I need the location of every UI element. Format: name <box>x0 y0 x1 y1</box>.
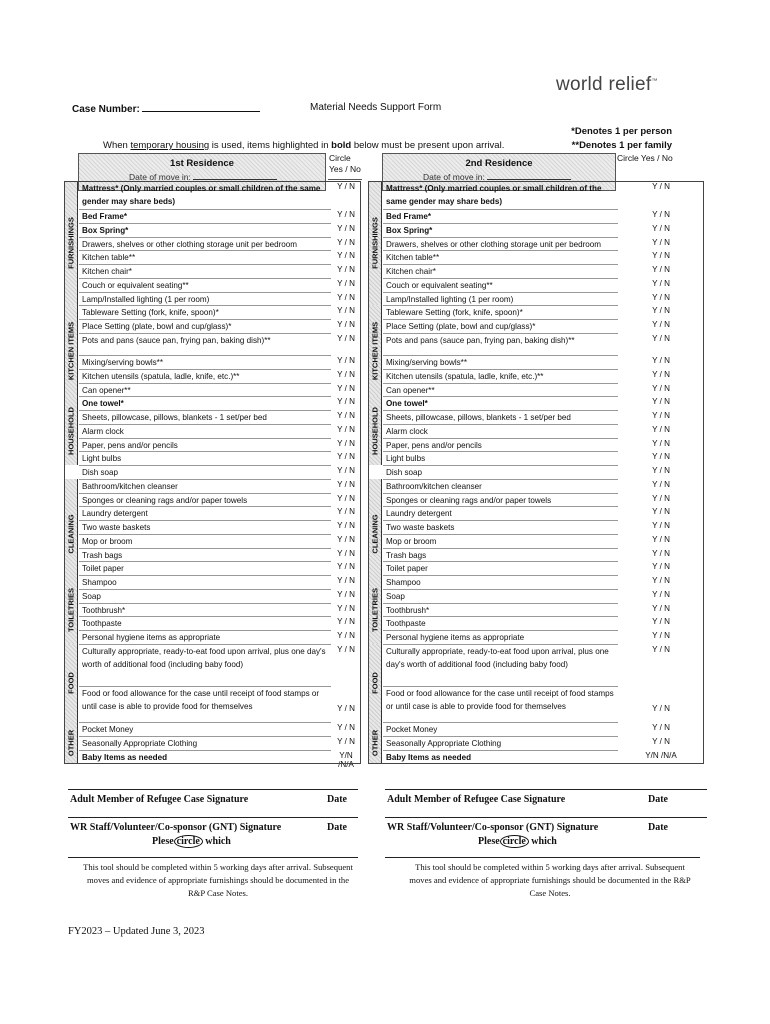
yes-no-choice[interactable]: Y / N <box>337 320 355 329</box>
staff-signature-line-right[interactable] <box>385 817 707 818</box>
category-furnishings <box>368 181 382 305</box>
circle-yes-no-header-1: Circle Yes / No <box>328 153 362 180</box>
checklist-item: Pocket Money <box>79 722 331 736</box>
checklist-item: One towel* <box>383 396 618 410</box>
yes-no-choice[interactable]: Y / N <box>337 251 355 260</box>
yes-no-choice[interactable]: Y / N <box>337 182 355 191</box>
yes-no-choice[interactable]: Y / N <box>652 397 670 406</box>
circle-yes-no-header-2: Circle Yes / No <box>617 153 704 164</box>
yes-no-choice[interactable]: Y / N <box>652 604 670 613</box>
category-household <box>64 396 78 465</box>
checklist-item: Mattress* (Only married couples or small children of the same gender may share beds) <box>79 181 331 209</box>
yes-no-choice[interactable]: Y / N <box>652 182 670 191</box>
checklist-item: Paper, pens and/or pencils <box>383 438 618 452</box>
category-label: KITCHEN ITEMS <box>66 321 76 380</box>
yes-no-choice[interactable]: Y / N <box>337 549 355 558</box>
checklist-item: Personal hygiene items as appropriate <box>383 630 618 644</box>
category-other <box>368 722 382 764</box>
yes-no-choice[interactable]: Y / N <box>337 576 355 585</box>
checklist-item: Toothpaste <box>383 616 618 630</box>
yes-no-choice[interactable]: Y / N <box>337 704 355 713</box>
category-label: HOUSEHOLD <box>370 406 380 455</box>
category-label: KITCHEN ITEMS <box>370 321 380 380</box>
checklist-item: Seasonally Appropriate Clothing <box>79 736 331 750</box>
checklist-item: Dish soap <box>383 465 618 479</box>
please-circle-right: Plese circle which <box>478 836 557 847</box>
category-household <box>368 396 382 465</box>
checklist-item: Toilet paper <box>383 561 618 575</box>
category-label: FOOD <box>66 672 76 694</box>
checklist-item: Two waste baskets <box>79 520 331 534</box>
checklist-item: One towel* <box>79 396 331 410</box>
checklist-item: Box Spring* <box>79 223 331 237</box>
yes-no-choice[interactable]: Y / N <box>337 279 355 288</box>
checklist-item: Drawers, shelves or other clothing storage unit per bedroom <box>383 237 618 251</box>
case-number-field[interactable] <box>142 102 260 112</box>
checklist-item: Light bulbs <box>383 451 618 465</box>
checklist-item: Culturally appropriate, ready-to-eat food upon arrival, plus one day's worth of additional food (including baby food) <box>383 644 618 686</box>
checklist-item: Mattress* (Only married couples or small children of the same gender may share beds) <box>383 181 618 209</box>
yes-no-choice[interactable]: Y / N <box>652 279 670 288</box>
yes-no-choice[interactable]: Y / N <box>337 535 355 544</box>
category-cleaning <box>368 479 382 589</box>
yes-no-choice[interactable]: Y / N <box>652 265 670 274</box>
yes-no-choice[interactable]: Y / N <box>652 334 670 343</box>
checklist-item: Shampoo <box>383 575 618 589</box>
yes-no-choice[interactable]: Y / N <box>652 224 670 233</box>
checklist-item: Bed Frame* <box>79 209 331 223</box>
checklist-item: Mixing/serving bowls** <box>383 355 618 369</box>
checklist-item: Shampoo <box>79 575 331 589</box>
checklist-item: Kitchen chair* <box>383 264 618 278</box>
checklist-item: Kitchen utensils (spatula, ladle, knife, etc.)** <box>79 369 331 383</box>
adult-signature-label-right: Adult Member of Refugee Case Signature <box>387 794 566 805</box>
yes-no-choice[interactable]: Y / N <box>652 535 670 544</box>
checklist-item: Mop or broom <box>79 534 331 548</box>
checklist-item: Kitchen chair* <box>79 264 331 278</box>
checklist-item: Lamp/Installed lighting (1 per room) <box>79 292 331 306</box>
category-label: CLEANING <box>370 514 380 554</box>
checklist-item: Seasonally Appropriate Clothing <box>383 736 618 750</box>
date-label-right-2: Date <box>648 822 668 833</box>
category-food <box>368 644 382 722</box>
checklist-item: Mop or broom <box>383 534 618 548</box>
yes-no-choice[interactable]: Y / N <box>337 590 355 599</box>
yes-no-choice[interactable]: Y / N <box>652 631 670 640</box>
staff-signature-label-left: WR Staff/Volunteer/Co-sponsor (GNT) Signature <box>70 822 282 833</box>
yes-no-choice[interactable]: Y / N <box>337 631 355 640</box>
checklist-item: Alarm clock <box>383 424 618 438</box>
checklist-item: Couch or equivalent seating** <box>383 278 618 292</box>
yes-no-choice[interactable]: Y / N <box>652 356 670 365</box>
checklist-item: Bathroom/kitchen cleanser <box>79 479 331 493</box>
form-title: Material Needs Support Form <box>310 102 442 113</box>
yes-no-choice[interactable]: Y / N <box>652 645 670 654</box>
yes-no-choice[interactable]: Y / N <box>337 723 355 732</box>
yes-no-choice[interactable]: Y / N <box>337 238 355 247</box>
yes-no-choice[interactable]: Y/N /N/A <box>338 751 354 769</box>
checklist-item: Baby Items as needed <box>79 750 331 764</box>
checklist-item: Tableware Setting (fork, knife, spoon)* <box>383 305 618 319</box>
yes-no-choice[interactable]: Y / N <box>652 251 670 260</box>
move-in-date-label: Date of move in: <box>423 171 571 182</box>
yes-no-choice[interactable]: Y / N <box>652 293 670 302</box>
yes-no-choice[interactable]: Y / N <box>652 590 670 599</box>
yes-no-choice[interactable]: Y / N <box>337 306 355 315</box>
world-relief-logo: world relief™ <box>556 74 658 95</box>
category-label: FURNISHINGS <box>370 217 380 269</box>
staff-signature-line-left[interactable] <box>68 817 358 818</box>
date-label-left-2: Date <box>327 822 347 833</box>
yes-no-choice[interactable]: Y / N <box>337 737 355 746</box>
yes-no-choice[interactable]: Y / N <box>652 704 670 713</box>
category-label: FOOD <box>370 672 380 694</box>
yes-no-choice[interactable]: Y / N <box>337 334 355 343</box>
category-kitchen-items <box>368 305 382 396</box>
yes-no-choice[interactable]: Y / N <box>337 210 355 219</box>
footer-version: FY2023 – Updated June 3, 2023 <box>68 926 205 937</box>
yes-no-choice[interactable]: Y / N <box>652 617 670 626</box>
yes-no-choice[interactable]: Y / N <box>652 723 670 732</box>
note-left: This tool should be completed within 5 working days after arrival. Subsequent moves and evidence of appropriate furnishings should be documented in the R&P Case Notes. <box>83 862 353 898</box>
residence-title: 1st Residence <box>170 158 234 169</box>
yes-no-choice[interactable]: Y / N <box>337 293 355 302</box>
yes-no-choice[interactable]: Y / N <box>652 737 670 746</box>
category-label: HOUSEHOLD <box>66 406 76 455</box>
category-label: TOILETRIES <box>370 587 380 632</box>
checklist-item: Lamp/Installed lighting (1 per room) <box>383 292 618 306</box>
category-label: OTHER <box>370 729 380 757</box>
yes-no-choice[interactable]: Y / N <box>652 480 670 489</box>
checklist-item: Can opener** <box>79 383 331 397</box>
checklist-item: Sponges or cleaning rags and/or paper towels <box>383 493 618 507</box>
denote-person: *Denotes 1 per person <box>571 126 672 137</box>
yes-no-choice[interactable]: Y / N <box>337 507 355 516</box>
checklist-item: Sheets, pillowcase, pillows, blankets - 1 set/per bed <box>383 410 618 424</box>
yes-no-choice[interactable]: Y / N <box>652 210 670 219</box>
checklist-item: Place Setting (plate, bowl and cup/glass)* <box>79 319 331 333</box>
checklist-item: Kitchen table** <box>383 250 618 264</box>
yes-no-choice[interactable]: Y / N <box>652 384 670 393</box>
checklist-item: Drawers, shelves or other clothing storage unit per bedroom <box>79 237 331 251</box>
yes-no-choice[interactable]: Y / N <box>337 521 355 530</box>
category-cleaning <box>64 479 78 589</box>
case-number-label: Case Number: <box>72 102 260 115</box>
category-toiletries <box>368 575 382 644</box>
residence-title: 2nd Residence <box>465 158 533 169</box>
yes-no-choice[interactable]: Y / N <box>337 370 355 379</box>
yes-no-choice[interactable]: Y / N <box>652 320 670 329</box>
yes-no-choice[interactable]: Y / N <box>652 562 670 571</box>
yes-no-choice[interactable]: Y / N <box>652 306 670 315</box>
yes-no-choice[interactable]: Y / N <box>652 466 670 475</box>
move-in-date-label: Date of move in: <box>129 171 277 182</box>
yes-no-choice[interactable]: Y / N <box>652 439 670 448</box>
category-kitchen-items <box>64 305 78 396</box>
yes-no-choice[interactable]: Y / N <box>337 384 355 393</box>
checklist-item: Culturally appropriate, ready-to-eat food upon arrival, plus one day's worth of additional food (including baby food) <box>79 644 331 686</box>
yes-no-choice[interactable]: Y / N <box>337 411 355 420</box>
checklist-item: Bathroom/kitchen cleanser <box>383 479 618 493</box>
move-in-date-field[interactable] <box>193 171 277 180</box>
checklist-item: Soap <box>383 589 618 603</box>
category-toiletries <box>64 575 78 644</box>
date-label-right-1: Date <box>648 794 668 805</box>
checklist-item: Light bulbs <box>79 451 331 465</box>
checklist-item: Toilet paper <box>79 561 331 575</box>
yes-no-choice[interactable]: Y / N <box>337 562 355 571</box>
category-label: CLEANING <box>66 514 76 554</box>
checklist-item: Kitchen table** <box>79 250 331 264</box>
category-other <box>64 722 78 764</box>
yes-no-choice[interactable]: Y / N <box>337 224 355 233</box>
checklist-item: Food or food allowance for the case until receipt of food stamps or until case is able to provide food for themselves <box>79 686 331 722</box>
yes-no-choice[interactable]: Y / N <box>337 480 355 489</box>
yes-no-choice[interactable]: Y/N /N/A <box>645 751 677 760</box>
checklist-item: Tableware Setting (fork, knife, spoon)* <box>79 305 331 319</box>
yes-no-choice[interactable]: Y / N <box>652 425 670 434</box>
yes-no-choice[interactable]: Y / N <box>337 617 355 626</box>
checklist-item: Laundry detergent <box>79 506 331 520</box>
checklist-item: Pots and pans (sauce pan, frying pan, baking dish)** <box>383 333 618 355</box>
move-in-date-field[interactable] <box>487 171 571 180</box>
yes-no-choice[interactable]: Y / N <box>652 576 670 585</box>
note-line-left <box>68 857 358 858</box>
checklist-item: Box Spring* <box>383 223 618 237</box>
yes-no-choice[interactable]: Y / N <box>337 439 355 448</box>
checklist-item: Bed Frame* <box>383 209 618 223</box>
instruction-text: When temporary housing is used, items highlighted in bold below must be present upon arrival. <box>103 140 505 151</box>
checklist-item: Toothbrush* <box>79 603 331 617</box>
yes-no-choice[interactable]: Y / N <box>652 370 670 379</box>
checklist-item: Mixing/serving bowls** <box>79 355 331 369</box>
checklist-item: Place Setting (plate, bowl and cup/glass)* <box>383 319 618 333</box>
adult-signature-line-right[interactable] <box>385 789 707 790</box>
category-furnishings <box>64 181 78 305</box>
checklist-item: Can opener** <box>383 383 618 397</box>
yes-no-choice[interactable]: Y / N <box>652 494 670 503</box>
yes-no-choice[interactable]: Y / N <box>652 507 670 516</box>
category-label: FURNISHINGS <box>66 217 76 269</box>
checklist-item: Soap <box>79 589 331 603</box>
yes-no-choice[interactable]: Y / N <box>652 452 670 461</box>
yes-no-choice[interactable]: Y / N <box>337 452 355 461</box>
checklist-item: Toothpaste <box>79 616 331 630</box>
checklist-item: Food or food allowance for the case until receipt of food stamps or until case is able to provide food for themselves <box>383 686 618 722</box>
checklist-item: Alarm clock <box>79 424 331 438</box>
checklist-item: Baby Items as needed <box>383 750 618 764</box>
yes-no-choice[interactable]: Y / N <box>337 397 355 406</box>
checklist-item: Dish soap <box>79 465 331 479</box>
checklist-item: Pots and pans (sauce pan, frying pan, baking dish)** <box>79 333 331 355</box>
please-circle-left: Plese circle which <box>152 836 231 847</box>
yes-no-choice[interactable]: Y / N <box>652 411 670 420</box>
denote-family: **Denotes 1 per family <box>571 140 672 151</box>
checklist-item: Paper, pens and/or pencils <box>79 438 331 452</box>
note-line-right <box>385 857 700 858</box>
checklist-item: Sponges or cleaning rags and/or paper towels <box>79 493 331 507</box>
yes-no-choice[interactable]: Y / N <box>337 466 355 475</box>
checklist-item: Kitchen utensils (spatula, ladle, knife, etc.)** <box>383 369 618 383</box>
category-food <box>64 644 78 722</box>
checklist-item: Trash bags <box>383 548 618 562</box>
yes-no-choice[interactable]: Y / N <box>652 238 670 247</box>
date-label-left-1: Date <box>327 794 347 805</box>
category-label: OTHER <box>66 729 76 757</box>
yes-no-choice[interactable]: Y / N <box>337 645 355 654</box>
checklist-item: Couch or equivalent seating** <box>79 278 331 292</box>
staff-signature-label-right: WR Staff/Volunteer/Co-sponsor (GNT) Signature <box>387 822 599 833</box>
yes-no-choice[interactable]: Y / N <box>652 521 670 530</box>
adult-signature-label-left: Adult Member of Refugee Case Signature <box>70 794 249 805</box>
category-label: TOILETRIES <box>66 587 76 632</box>
checklist-item: Trash bags <box>79 548 331 562</box>
checklist-item: Pocket Money <box>383 722 618 736</box>
yes-no-choice[interactable]: Y / N <box>337 265 355 274</box>
note-right: This tool should be completed within 5 working days after arrival. Subsequent moves and evidence of appropriate furnishings should be documented in the R&P Case Notes. <box>409 862 691 898</box>
checklist-item: Sheets, pillowcase, pillows, blankets - 1 set/per bed <box>79 410 331 424</box>
checklist-item: Two waste baskets <box>383 520 618 534</box>
checklist-item: Toothbrush* <box>383 603 618 617</box>
checklist-item: Laundry detergent <box>383 506 618 520</box>
adult-signature-line-left[interactable] <box>68 789 358 790</box>
yes-no-choice[interactable]: Y / N <box>652 549 670 558</box>
checklist-item: Personal hygiene items as appropriate <box>79 630 331 644</box>
yes-no-choice[interactable]: Y / N <box>337 494 355 503</box>
yes-no-choice[interactable]: Y / N <box>337 425 355 434</box>
yes-no-choice[interactable]: Y / N <box>337 356 355 365</box>
yes-no-choice[interactable]: Y / N <box>337 604 355 613</box>
